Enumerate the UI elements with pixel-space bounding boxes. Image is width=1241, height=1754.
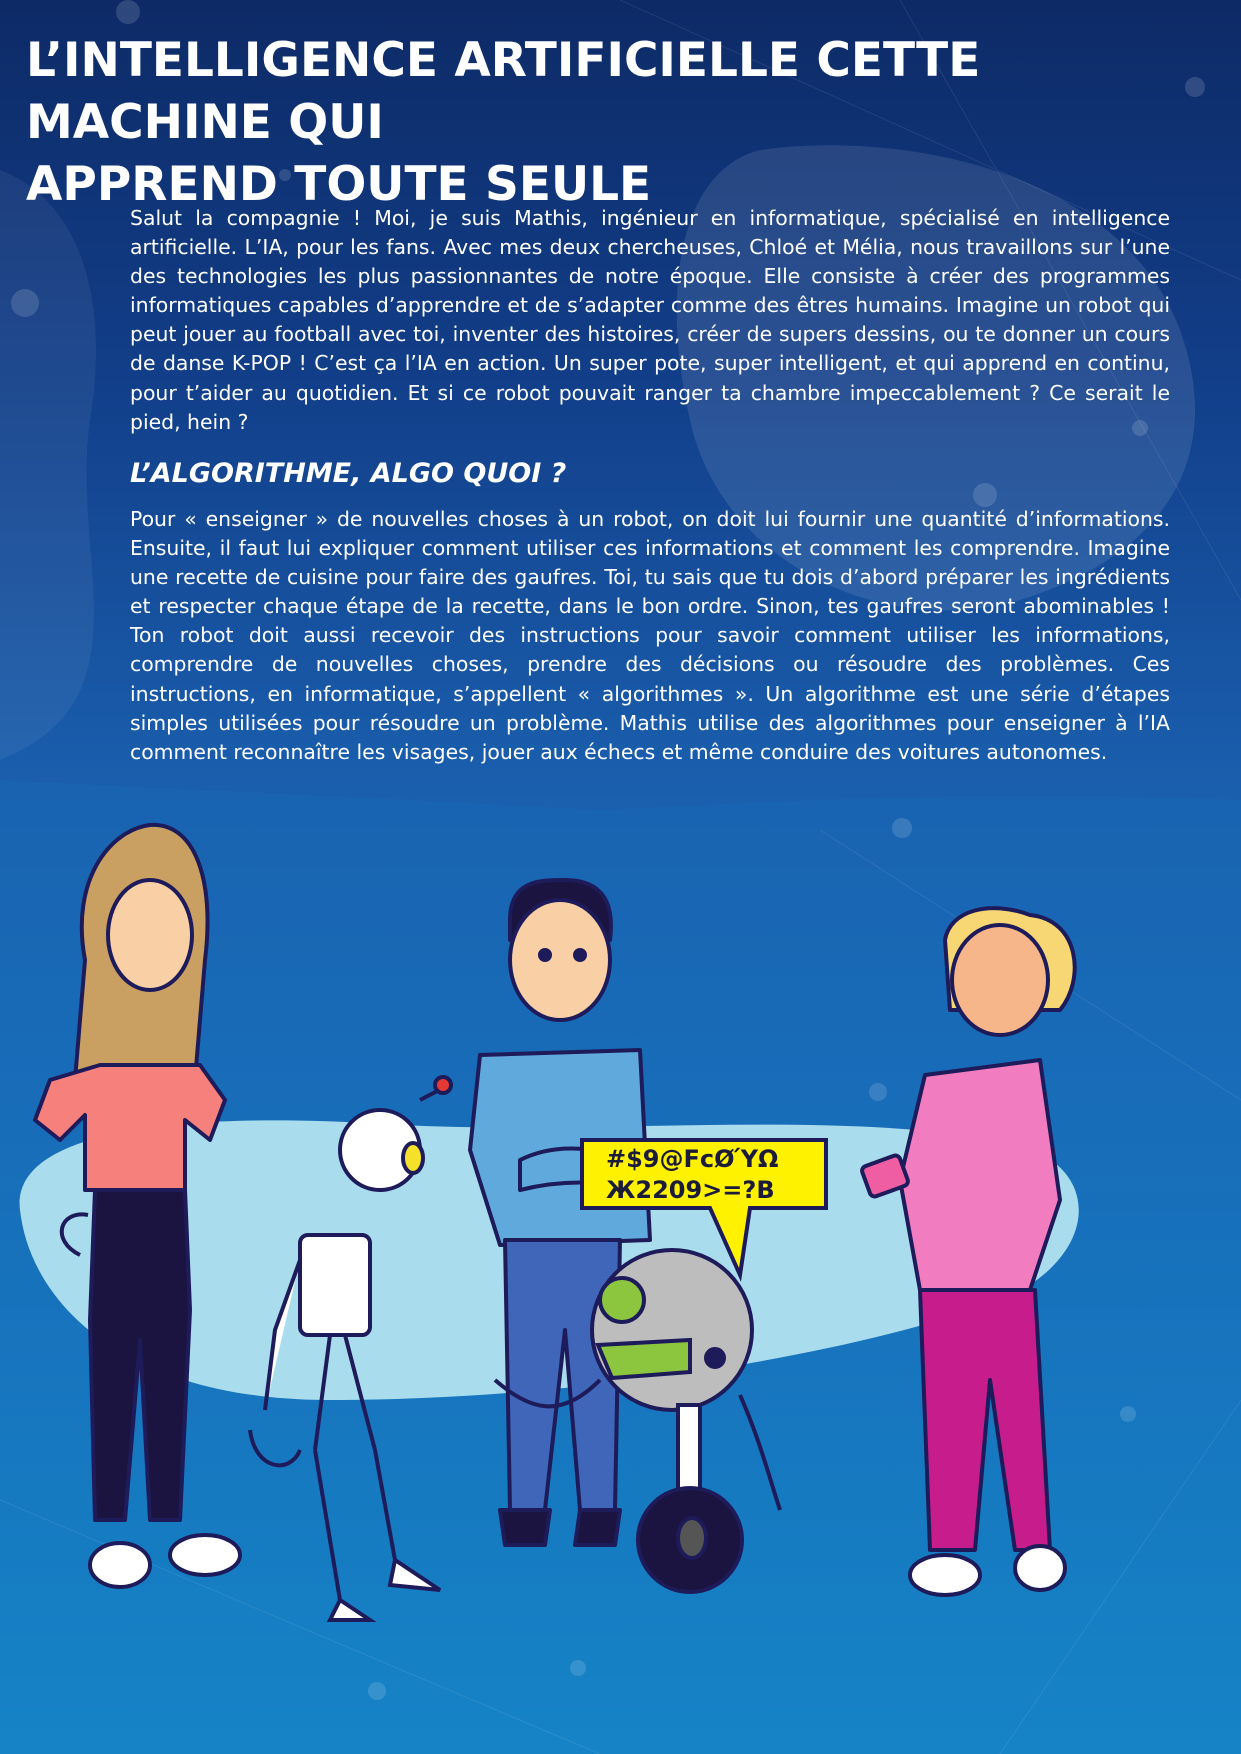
title-line-1: L’INTELLIGENCE ARTIFICIELLE CETTE MACHINE QUI [26,33,981,150]
speech-bubble-line-1: #$9@FcØΎΩ [606,1145,779,1173]
illustration [0,820,1241,1640]
title-line-2: APPREND TOUTE SEULE [26,157,652,212]
section-heading: L’ALGORITHME, ALGO QUOI ? [130,458,567,489]
algorithm-paragraph: Pour « enseigner » de nouvelles choses à un robot, on doit lui fournir une quantité d’informations. Ensuite, il faut lui expliquer comment utiliser ces informations et comment les comprendre. Imagine une recette de cuisine pour faire des gaufres. Toi, tu sais que tu dois d’abord préparer les ingrédients et respecter chaque étape de la recette, dans le bon ordre. Sinon, tes gaufres seront abominables ! Ton robot doit aussi recevoir des instructions pour savoir comment utiliser les informations, comprendre de nouvelles choses, prendre des décisions ou résoudre des problèmes. Ces instructions, en informatique, s’appellent « algorithmes ». Un algorithme est une série d’étapes simples utilisées pour résoudre un problème. Mathis utilise des algorithmes pour enseigner à l’IA comment reconnaître les visages, jouer aux échecs et même conduire des voitures autonomes. [130,507,1170,764]
mathis-figure [470,880,650,1545]
page-title [26,30,1216,216]
speech-bubble-line-2: Ж2209>=?B [606,1176,775,1204]
intro-paragraph: Salut la compagnie ! Moi, je suis Mathis, ingénieur en informatique, spécialisé en intelligence artificielle. L’IA, pour les fans. Avec mes deux chercheuses, Chloé et Mélia, nous travaillons sur l’une des technologies les plus passionnantes de notre époque. Elle consiste à créer des programmes informatiques capables d’apprendre et de s’adapter comme des êtres humains. Imagine un robot qui peut jouer au football avec toi, inventer des histoires, créer de supers dessins, ou te donner un cours de danse K-POP ! C’est ça l’IA en action. Un super pote, super intelligent, et qui apprend en continu, pour t’aider au quotidien. Et si ce robot pouvait ranger ta chambre impeccablement ? Ce serait le pied, hein ? [130,206,1170,434]
